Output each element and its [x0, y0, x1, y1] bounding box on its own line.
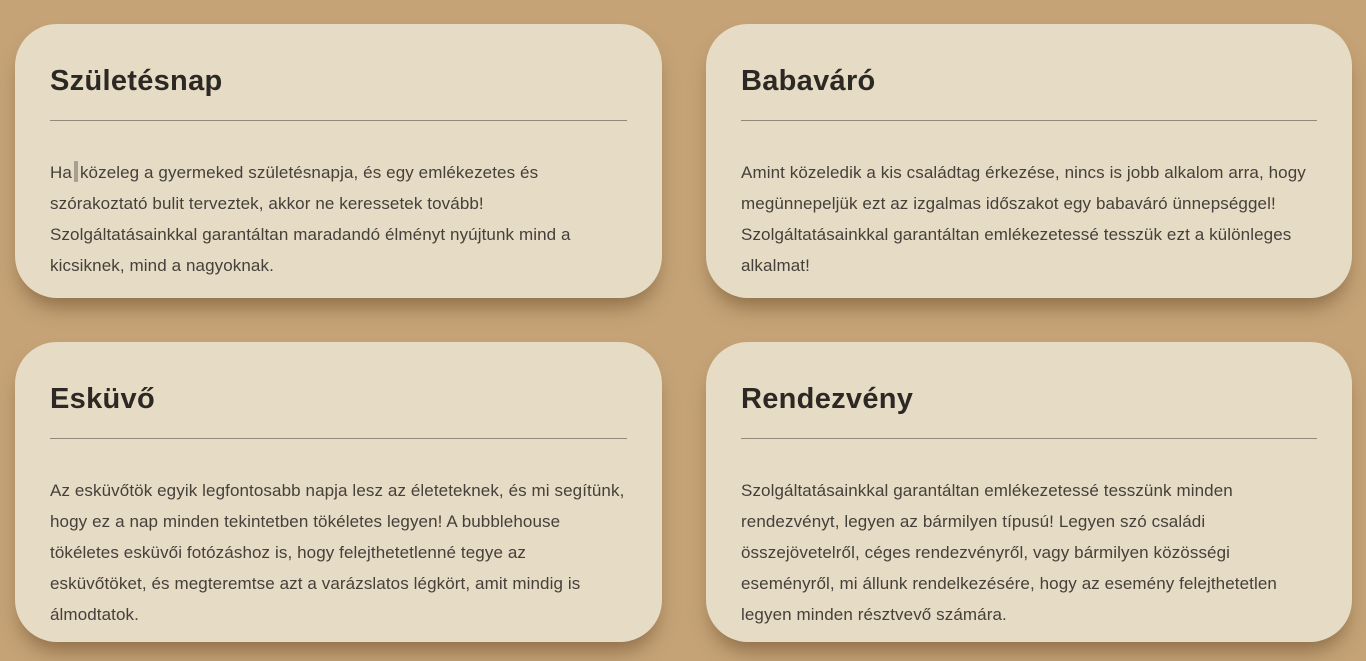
divider — [741, 438, 1317, 439]
card-title-event: Rendezvény — [741, 383, 914, 415]
card-title-birthday: Születésnap — [50, 65, 223, 97]
divider — [50, 120, 627, 121]
card-baby-shower — [706, 24, 1352, 298]
card-title-wedding: Esküvő — [50, 383, 155, 415]
card-event — [706, 342, 1352, 642]
card-wedding — [15, 342, 662, 642]
card-body-birthday — [50, 157, 627, 281]
card-body-text-before-cursor: Ha — [50, 163, 72, 182]
divider — [741, 120, 1317, 121]
card-birthday — [15, 24, 662, 298]
divider — [50, 438, 627, 439]
card-body-wedding: Az esküvőtök egyik legfontosabb napja lesz az életeteknek, és mi segítünk, hogy ez a nap minden tekintetben tökéletes legyen! A bubblehouse tökéletes esküvői fotózáshoz is, hogy felejthetetlenné tegye az esküvőtöket, és megteremtse azt a varázslatos légkört, amit mindig is álmodtatok. — [50, 481, 625, 624]
card-title-baby-shower: Babaváró — [741, 65, 876, 97]
service-cards-grid — [15, 24, 1352, 642]
card-body-event: Szolgáltatásainkkal garantáltan emlékezetessé tesszünk minden rendezvényt, legyen az bármilyen típusú! Legyen szó családi összejövetelről, céges rendezvényről, vagy bármilyen közösségi eseményről, mi állunk rendelkezésére, hogy az esemény felejthetetlen legyen minden résztvevő számára. — [741, 481, 1277, 624]
card-body-baby-shower: Amint közeledik a kis családtag érkezése, nincs is jobb alkalom arra, hogy megünnepeljük ezt az izgalmas időszakot egy babaváró ünnepséggel! Szolgáltatásainkkal garantáltan emlékezetessé tesszük ezt a különleges alkalmat! — [741, 163, 1306, 275]
card-body-text-after-cursor: közeleg a gyermeked születésnapja, és egy emlékezetes és szórakoztató bulit terveztek, akkor ne keressetek tovább! Szolgáltatásainkkal garantáltan maradandó élményt nyújtunk mind a kicsiknek, mind a nagyoknak. — [50, 163, 571, 275]
text-cursor-icon[interactable] — [74, 161, 78, 182]
